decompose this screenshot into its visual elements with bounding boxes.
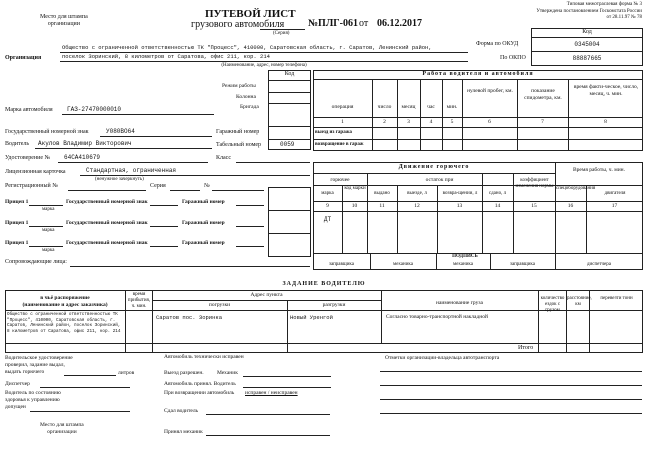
vehicle-status: исправен / неисправен [245, 390, 298, 396]
fuel-col-issued: выдано [374, 191, 390, 196]
task-col-trips: количество ездок с грузом [540, 296, 565, 313]
work-num-3: 3 [407, 119, 410, 125]
work-num-2: 2 [383, 119, 386, 125]
page-title: ПУТЕВОЙ ЛИСТ [205, 8, 296, 20]
driver-health-label: Водитель по состоянию здоровья к управлению допущен [5, 390, 61, 410]
issued-by-label: Водительское удостоверение проверил, задание выдал, выдать горючего [5, 355, 73, 375]
fuel-num-15: 15 [531, 203, 537, 209]
fuel-rest-label: остаток при [425, 177, 454, 183]
reg-series-label: Серия [150, 183, 166, 189]
tab-label: Табельный номер [216, 142, 262, 148]
work-num-7: 7 [541, 119, 544, 125]
sheet-date: 06.12.2017 [377, 18, 422, 29]
work-col-speedo: показание спидометра, км. [524, 88, 562, 101]
series-caption: (Серия) [273, 31, 290, 36]
work-col-month: месяц [401, 104, 416, 110]
driver-label: Водитель [5, 141, 30, 147]
escort-label: Сопровождающие лица: [5, 259, 67, 265]
fuel-num-9: 9 [326, 203, 329, 209]
dispatcher-label: Диспетчер [5, 381, 30, 387]
tab-value: 0059 [280, 141, 295, 148]
trailer3-garage-label: Гаражный номер [182, 240, 225, 246]
handed-label: Сдал водитель [164, 408, 199, 414]
sign-fueler-1: заправщика [329, 262, 354, 267]
code-header: Код [582, 29, 592, 35]
form-note: Типовая межотраслевая форма № 3 Утверждена постановлением Госкомстата России от 28.11.97 № 78 [536, 2, 642, 20]
cert-value: 64СА410679 [64, 154, 101, 161]
task-col-load: погрузки [208, 302, 231, 308]
gos-label: Государственный номерной знак [5, 129, 89, 135]
fuel-num-10: 10 [351, 203, 358, 209]
task-col-tons: перевезти тонн [600, 296, 633, 301]
fuel-work-time: Время работы, ч. мин. [572, 167, 626, 173]
sign-mechanic-2: механика [453, 262, 473, 267]
work-row-return: возвращение в гараж [315, 142, 364, 147]
task-col-cargo: наименование груза [436, 300, 483, 306]
trailer2-caption: марка [42, 228, 55, 233]
fuel-col-engine: двигателя [604, 191, 626, 196]
trailer1-garage-label: Гаражный номер [182, 199, 225, 205]
org-caption: (Наименование, адрес, номер телефона) [221, 63, 307, 68]
work-col-operation: операция [331, 104, 354, 110]
work-col-min: мин. [446, 104, 458, 110]
work-col-actual-time: время факти-ческое, число, месяц, ч. мин. [573, 84, 639, 97]
fuel-num-11: 11 [379, 203, 385, 209]
class-label: Класс [216, 155, 231, 161]
task-col-distance: расстояние, км [567, 296, 592, 307]
fuel-col-on-exit: выезде, л [407, 191, 427, 196]
task-total-label: Итого [518, 345, 534, 351]
driver-value: Акулов Владимир Викторович [38, 140, 132, 147]
work-col-day: число [377, 104, 392, 110]
task-col-customer: в чьё распоряжение (наименование и адрес заказчика) [22, 295, 108, 308]
task-header: ЗАДАНИЕ ВОДИТЕЛЮ [282, 281, 366, 287]
trailer2-gos-label: Государственный номерной знак [66, 220, 148, 226]
reg-num-label: № [204, 183, 210, 189]
sign-header: ПОДПИСЬ [452, 254, 478, 259]
task-unload-value: Новый Уренгой [290, 314, 333, 321]
page-subtitle: грузового автомобиля [191, 19, 285, 30]
fuel-col-code: код марки [344, 186, 366, 191]
fuel-header: Движение горючего [398, 164, 470, 170]
task-col-arrival: время прибытия, ч. мин. [127, 292, 151, 309]
accepted-mech-label: Принял механик [164, 429, 203, 435]
task-customer-value: Общество с ограниченной ответственностью ТК "Процесс", 410000, Саратовская область, г. Саратов, Ленинский район, поселок Зоринский, 8 километров от Саратова, офис 211, кор. 214 [7, 312, 121, 334]
work-header: Работа водителя и автомобиля [422, 71, 534, 77]
fuel-num-17: 17 [611, 203, 618, 209]
fuel-col-on-return: возвра-щении, л [442, 191, 478, 196]
sheet-number: №ПЛГ-061 [308, 18, 358, 29]
trailer3-caption: марка [42, 248, 55, 253]
org-line2: поселок Зоринский, 8 километров от Саратова, офис 211, кор. 214 [62, 53, 270, 60]
liters-label: литров [118, 370, 135, 376]
fuel-col-brand: марка [321, 191, 334, 196]
okud-value: 0345004 [574, 41, 600, 48]
work-num-8: 8 [604, 119, 607, 125]
gos-value: У080ВО64 [106, 128, 135, 135]
work-col-hour: час [427, 104, 435, 110]
brand-label: Марка автомобиля [5, 107, 53, 113]
task-cargo-value: Согласно товарно-транспортной накладной [386, 314, 488, 320]
fuel-num-16: 16 [567, 203, 574, 209]
fuel-col-coef: коэффициент изменения нормы [515, 178, 554, 189]
cert-label: Удостоверение № [5, 155, 51, 161]
date-prefix: от [359, 18, 369, 29]
fuel-fuel-label: горючее [330, 177, 350, 183]
trailer3-label: Прицеп 1 [5, 240, 29, 246]
license-value: Стандартная, ограниченная [86, 167, 177, 174]
org-label: Организация [5, 55, 42, 61]
fuel-num-13: 13 [456, 203, 463, 209]
tech-ok-label: Автомобиль технически исправен [164, 354, 244, 360]
trailer2-label: Прицеп 1 [5, 220, 29, 226]
reg-label: Регистрационный № [5, 183, 58, 189]
marks-label: Отметки организации-владельца автотранспорта [385, 355, 500, 361]
org-line1: Общество с ограниченной ответственностью ТК "Процесс", 410000, Саратовская область, г. Саратов, Ленинский район, [62, 44, 432, 51]
okpo-value: 88887665 [572, 55, 602, 62]
stamp-place-top: Место для штампа организации [40, 14, 88, 27]
garage-label: Гаражный номер [216, 129, 260, 135]
okud-label: Форма по ОКУД [476, 41, 519, 47]
fuel-brand-value: ДТ [323, 216, 332, 223]
fuel-num-12: 12 [414, 203, 420, 209]
work-mode-label: Режим работы [222, 83, 256, 89]
mechanic-label: Механик [217, 370, 238, 376]
vehicle-code-box [268, 70, 311, 150]
fuel-col-special: спецоборудования [556, 186, 596, 191]
task-address-header: Адрес пункта [250, 292, 283, 298]
task-col-unload: разгрузки [322, 302, 346, 308]
trailer1-gos-label: Государственный номерной знак [66, 199, 148, 205]
trailer-code-box [268, 187, 311, 257]
work-num-6: 6 [488, 119, 491, 125]
brand-value: ГАЗ-27470000010 [67, 106, 122, 113]
stamp-place-bottom: Место для штампа организации [40, 422, 84, 435]
column-label: Колонна [236, 94, 256, 100]
accepted-label: Автомобиль принял. Водитель [164, 381, 236, 387]
work-num-1: 1 [341, 119, 344, 125]
trailer3-gos-label: Государственный номерной знак [66, 240, 148, 246]
sign-mechanic-1: механика [393, 262, 413, 267]
work-num-5: 5 [450, 119, 454, 125]
brigade-label: Бригада [240, 104, 259, 110]
okpo-label: По ОКПО [500, 55, 526, 61]
vehicle-code-header: Код [284, 71, 295, 77]
trailer1-caption: марка [42, 207, 55, 212]
on-return-label: При возвращении автомобиль [164, 390, 235, 396]
sign-fueler-2: заправщика [510, 262, 535, 267]
license-caption: (ненужное зачеркнуть) [95, 177, 144, 182]
exit-allowed-label: Выезд разрешен. [164, 370, 204, 376]
fuel-col-handed: сдано, л [488, 191, 507, 196]
task-load-value: Саратов пос. Зоринка [156, 314, 223, 321]
trailer2-garage-label: Гаражный номер [182, 220, 225, 226]
sign-dispatcher: диспетчера [587, 262, 611, 267]
work-row-exit: выезд из гаража [315, 130, 352, 135]
work-num-4: 4 [429, 119, 433, 125]
fuel-num-14: 14 [494, 203, 501, 209]
license-label: Лицензионная карточка [5, 169, 66, 175]
work-col-zero-run: нулевой пробег, км. [467, 88, 513, 94]
trailer1-label: Прицеп 1 [5, 199, 29, 205]
